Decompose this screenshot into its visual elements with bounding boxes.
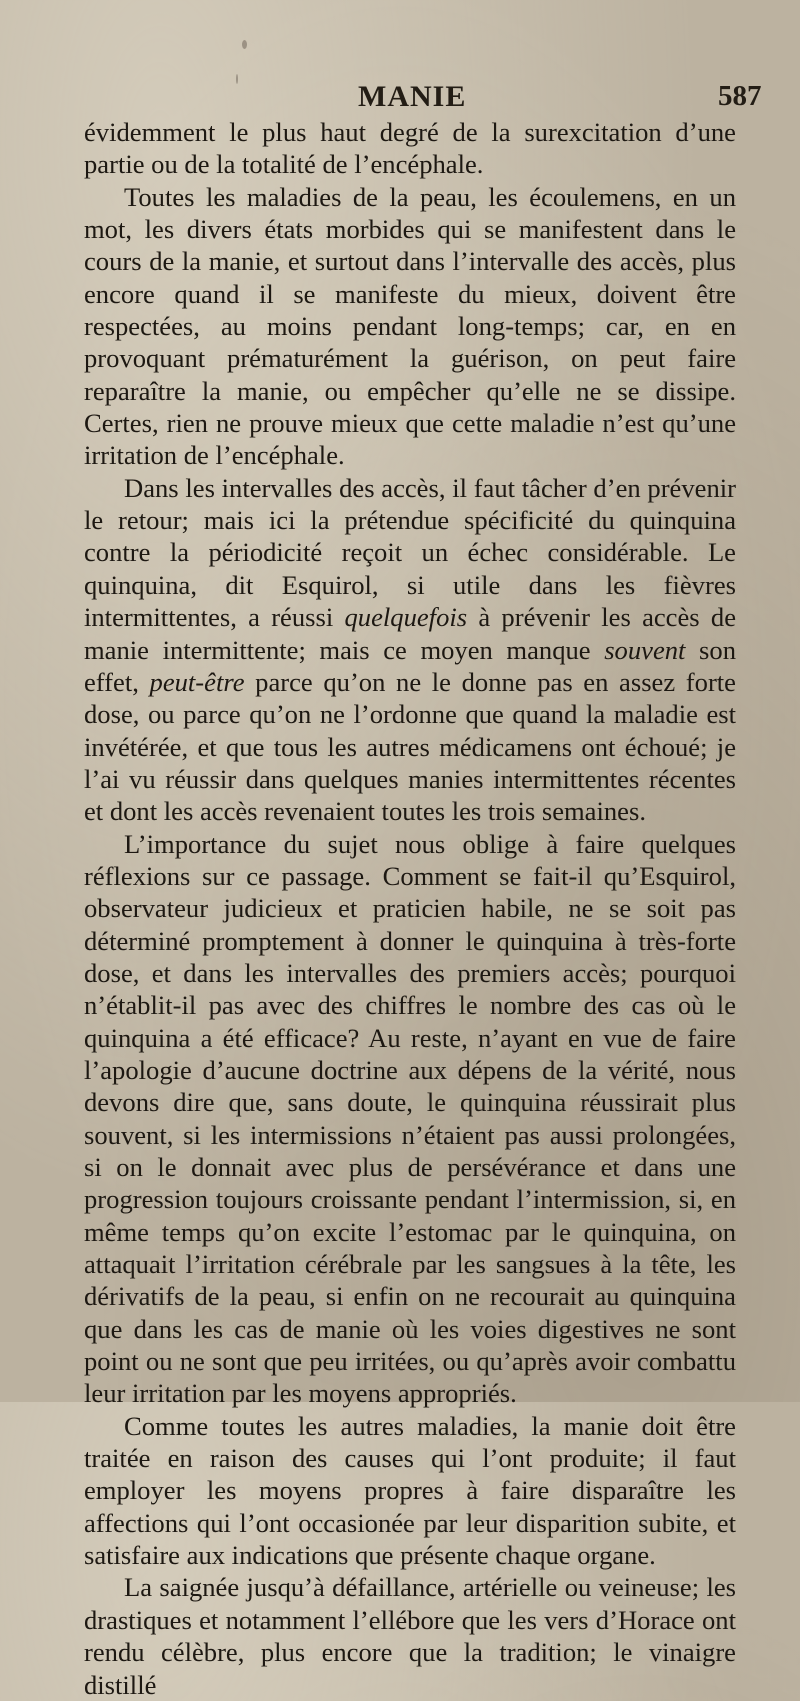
italic-text: quelquefois — [344, 602, 468, 633]
paragraph-p1 — [84, 181, 736, 472]
text-run: à prévenir les accès de manie intermittente; mais ce moyen manque — [84, 602, 736, 665]
text-run: Toutes les maladies de la peau, les écoulemens, en un mot, les divers états morbides qui se manifestent dans le cours de la manie, et surtout dans l’intervalle des accès, plus encore quand il se manifeste du mieux, doivent être respectées, au moins pendant long-temps; car, en en provoquant prématurément la guérison, on peut faire reparaître la manie, ou empêcher qu’elle ne se dissipe. Certes, rien ne prouve mieux que cette maladie n’est qu’une irritation de l’encéphale. — [84, 181, 736, 471]
italic-text: souvent — [604, 634, 686, 665]
text-run: L’importance du sujet nous oblige à faire quelques réflexions sur ce passage. Comment se fait-il qu’Esquirol, observateur judicieux et praticien habile, ne se soit pas déterminé promptement à donner le quinquina à très-forte dose, et dans les intervalles des premiers accès; pourquoi n’établit-il pas avec des chiffres le nombre des cas où le quinquina a été efficace? Au reste, n’ayant en vue de faire l’apologie d’aucune doctrine aux dépens de la vérité, nous devons dire que, sans doute, le quinquina réussirait plus souvent, si les intermissions n’étaient pas aussi prolongées, si on le donnait avec plus de persévérance et dans une progression toujours croissante pendant l’intermission, si, en même temps qu’on excite l’estomac par le quinquina, on attaquait l’irritation cérébrale par les sangsues à la tête, les dérivatifs de la peau, si enfin on ne recourait au quinquina que dans les cas de manie où les voies digestives ne sont point ou ne sont que peu irritées, ou qu’après avoir combattu leur irritation par les moyens appropriés. — [84, 828, 736, 1409]
ink-speck — [242, 40, 247, 49]
paragraph-p3 — [84, 828, 736, 1410]
paragraph-p5 — [84, 1571, 736, 1700]
text-run: La saignée jusqu’à défaillance, artérielle ou veineuse; les drastiques et notamment l’ellébore que les vers d’Horace ont rendu célèbre, plus encore que la tradition; le vinaigre distillé — [84, 1572, 736, 1700]
text-run: évidemment le plus haut degré de la surexcitation d’une partie ou de la totalité de l’encéphale. — [84, 117, 736, 180]
paragraph-p2 — [84, 472, 736, 828]
text-run: Comme toutes les autres maladies, la manie doit être traitée en raison des causes qui l’ont produite; il faut employer les moyens propres à faire disparaître les affections qui l’ont occasionée par leur disparition subite, et satisfaire aux indications que présente chaque organe. — [84, 1410, 736, 1571]
text-run: Dans les intervalles des accès, il faut tâcher d’en prévenir le retour; mais ici la prétendue spécificité du quinquina contre la périodicité reçoit un échec considérable. Le quinquina, dit Esquirol, si utile dans les fièvres intermittentes, a réussi — [84, 472, 736, 633]
running-head — [0, 80, 800, 120]
italic-text: peut-être — [149, 666, 245, 697]
page-number: 587 — [718, 80, 762, 112]
text-run: son effet, — [84, 634, 736, 697]
paragraph-p4 — [84, 1410, 736, 1572]
text-run: parce qu’on ne le donne pas en assez forte dose, ou parce qu’on ne l’ordonne que quand la maladie est invétérée, et que tous les autres médicamens ont échoué; je l’ai vu réussir dans quelques manies intermittentes récentes et dont les accès revenaient toutes les trois semaines. — [84, 666, 736, 827]
body-text — [84, 116, 736, 1701]
paragraph-p0 — [84, 116, 736, 181]
running-title: MANIE — [358, 80, 467, 113]
